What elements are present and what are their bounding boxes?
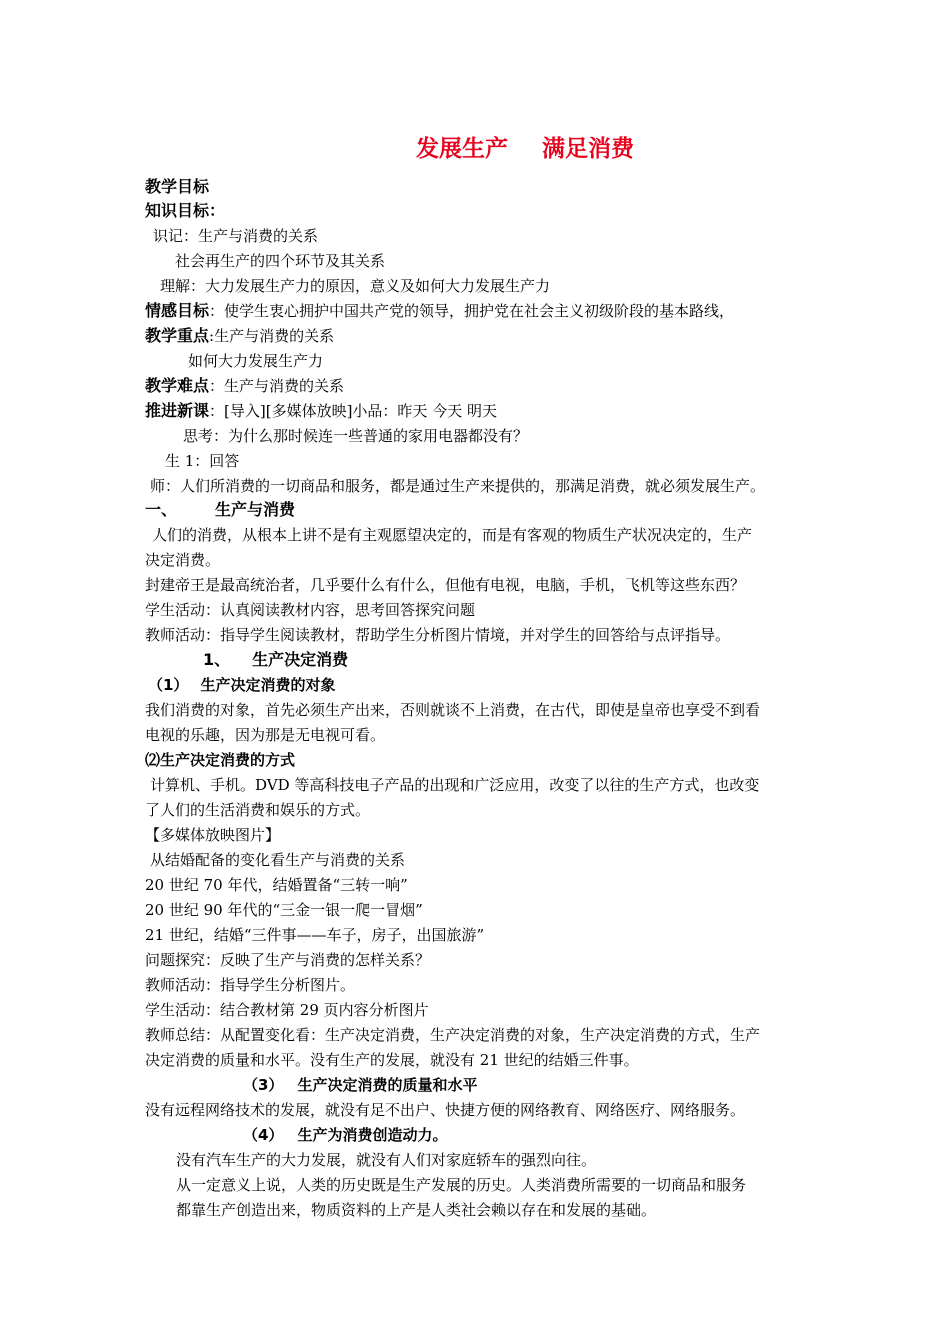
subsection-heading-1 — [203, 650, 348, 670]
text-line: 如何大力发展生产力 — [188, 352, 324, 370]
text-line: 社会再生产的四个环节及其关系 — [175, 252, 386, 270]
text-line: 电视的乐趣，因为那是无电视可看。 — [145, 726, 386, 744]
point-heading-2: ⑵生产决定消费的方式 — [145, 751, 296, 769]
subsection-title: 生产决定消费 — [252, 650, 349, 669]
document-title — [0, 134, 950, 164]
heading-teaching-goals: 教学目标 — [145, 177, 210, 196]
text-line: 决定消费。 — [145, 551, 221, 569]
point-heading-1 — [148, 675, 335, 695]
text-emotion-goals: ：使学生衷心拥护中国共产党的领导，拥护党在社会主义初级阶段的基本路线， — [209, 302, 735, 320]
point-title: 生产决定消费的对象 — [200, 676, 336, 694]
point-number: （3） — [243, 1076, 284, 1094]
label-emotion-goals: 情感目标 — [145, 301, 210, 320]
text-line: 教师活动：指导学生阅读教材，帮助学生分析图片情境，并对学生的回答给与点评指导。 — [145, 626, 731, 644]
emotion-goals-line — [145, 301, 734, 321]
text-line: 理解：大力发展生产力的原因，意义及如何大力发展生产力 — [160, 277, 551, 295]
text-line: 师：人们所消费的一切商品和服务，都是通过生产来提供的，那满足消费，就必须发展生产。 — [150, 477, 766, 495]
text-line: 20 世纪 90 年代的“三金一银一爬一冒烟” — [145, 901, 423, 919]
point-heading-3 — [243, 1075, 477, 1095]
text-line: 21 世纪，结婚“三件事——车子，房子，出国旅游” — [145, 926, 485, 944]
text-line: 了人们的生活消费和娱乐的方式。 — [145, 801, 371, 819]
point-title: 生产为消费创造动力。 — [297, 1126, 448, 1144]
text-line: 计算机、手机。DVD 等高科技电子产品的出现和广泛应用，改变了以往的生产方式，也改变 — [150, 776, 760, 794]
text-line: 识记：生产与消费的关系 — [153, 227, 319, 245]
difficulties-line — [145, 376, 344, 396]
text-line: 教师总结：从配置变化看：生产决定消费，生产决定消费的对象，生产决定消费的方式，生产 — [145, 1026, 761, 1044]
label-key-points: 教学重点 — [145, 326, 210, 345]
text-line: 没有远程网络技术的发展，就没有足不出户、快捷方便的网络教育、网络医疗、网络服务。 — [145, 1101, 746, 1119]
text-line: 思考：为什么那时候连一些普通的家用电器都没有？ — [183, 427, 529, 445]
key-points-line — [145, 326, 334, 346]
text-line: 封建帝王是最高统治者，几乎要什么有什么，但他有电视，电脑，手机，飞机等这些东西？ — [145, 576, 746, 594]
section-heading-1 — [145, 500, 295, 520]
title-part-2: 满足消费 — [542, 136, 634, 162]
subsection-number: 1、 — [203, 650, 231, 669]
text-key-points: :生产与消费的关系 — [209, 327, 335, 345]
text-line: 教师活动：指导学生分析图片。 — [145, 976, 356, 994]
text-line: 都靠生产创造出来，物质资料的上产是人类社会赖以存在和发展的基础。 — [176, 1201, 657, 1219]
text-line: 从一定意义上说，人类的历史既是生产发展的历史。人类消费所需要的一切商品和服务 — [176, 1176, 747, 1194]
label-new-lesson: 推进新课 — [145, 401, 210, 420]
text-difficulties: ：生产与消费的关系 — [209, 377, 345, 395]
text-line: 【多媒体放映图片】 — [145, 826, 281, 844]
section-title: 生产与消费 — [215, 500, 296, 519]
text-line: 人们的消费，从根本上讲不是有主观愿望决定的，而是有客观的物质生产状况决定的，生产 — [152, 526, 753, 544]
point-number: （4） — [243, 1126, 284, 1144]
text-line: 问题探究：反映了生产与消费的怎样关系？ — [145, 951, 431, 969]
point-number: （1） — [148, 676, 189, 694]
text-line: 学生活动：认真阅读教材内容，思考回答探究问题 — [145, 601, 476, 619]
text-line: 20 世纪 70 年代，结婚置备“三转一响” — [145, 876, 408, 894]
text-line: 决定消费的质量和水平。没有生产的发展，就没有 21 世纪的结婚三件事。 — [145, 1051, 639, 1069]
heading-knowledge-goals: 知识目标： — [145, 201, 226, 220]
text-line: 我们消费的对象，首先必须生产出来，否则就谈不上消费，在古代，即使是皇帝也享受不到看 — [145, 701, 761, 719]
text-new-lesson: ：[导入][多媒体放映]小品：昨天 今天 明天 — [209, 402, 497, 420]
text-line: 没有汽车生产的大力发展，就没有人们对家庭轿车的强烈向往。 — [176, 1151, 597, 1169]
text-line: 生 1：回答 — [165, 452, 240, 470]
title-part-1: 发展生产 — [416, 136, 508, 162]
text-line: 学生活动：结合教材第 29 页内容分析图片 — [145, 1001, 429, 1019]
new-lesson-line — [145, 401, 497, 421]
label-difficulties: 教学难点 — [145, 376, 210, 395]
text-line: 从结婚配备的变化看生产与消费的关系 — [150, 851, 406, 869]
point-heading-4 — [243, 1125, 447, 1145]
point-title: 生产决定消费的质量和水平 — [297, 1076, 478, 1094]
section-number: 一、 — [145, 500, 178, 519]
